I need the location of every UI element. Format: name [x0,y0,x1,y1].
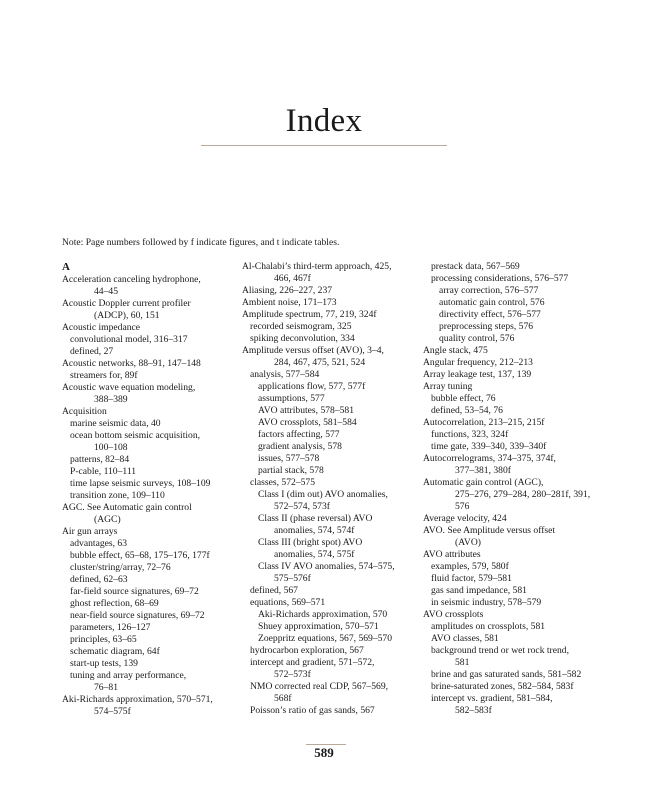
index-entry: bubble effect, 76 [431,393,496,404]
index-entry: gas sand impedance, 581 [431,585,527,596]
index-entry: Aki-Richards approximation, 570–571, [62,694,213,705]
index-entry: 388–389 [94,394,128,405]
index-entry: defined, 567 [250,585,298,596]
index-entry: Class III (bright spot) AVO [258,537,363,548]
index-entry: schematic diagram, 64f [70,646,160,657]
index-entry: Array leakage test, 137, 139 [423,369,532,380]
index-entry: Acquisition [62,406,107,417]
index-entry: analysis, 577–584 [250,369,320,380]
page-title: Index [285,103,363,139]
index-entry: quality control, 576 [439,333,515,344]
index-entry: principles, 63–65 [70,634,137,645]
index-entry: Aliasing, 226–227, 237 [242,285,333,296]
index-entry: Angular frequency, 212–213 [423,357,533,368]
index-entry: defined, 53–54, 76 [431,405,503,416]
index-entry: processing considerations, 576–577 [431,273,569,284]
index-entry: P-cable, 110–111 [70,466,137,477]
index-entry: ghost reflection, 68–69 [70,598,159,609]
index-entry: Acoustic impedance [62,322,141,333]
index-entry: AGC. See Automatic gain control [62,502,192,513]
index-entry: transition zone, 109–110 [70,490,165,501]
index-entry: NMO corrected real CDP, 567–569, [250,681,389,692]
index-entry: Class II (phase reversal) AVO [258,513,373,524]
index-entry: Acceleration canceling hydrophone, [62,274,201,285]
index-entry: gradient analysis, 578 [258,441,342,452]
index-entry: Angle stack, 475 [423,345,488,356]
index-entry: AVO crossplots [423,609,484,620]
index-entry: Ambient noise, 171–173 [242,297,337,308]
index-entry: convolutional model, 316–317 [70,334,188,345]
index-entry: background trend or wet rock trend, [431,645,569,656]
index-entry: brine-saturated zones, 582–584, 583f [431,681,574,692]
index-entry: 275–276, 279–284, 280–281f, 391, [455,489,591,500]
index-entry: Zoeppritz equations, 567, 569–570 [258,633,393,644]
index-entry: preprocessing steps, 576 [439,321,534,332]
index-entry: in seismic industry, 578–579 [431,597,542,608]
index-entry: AVO crossplots, 581–584 [258,417,357,428]
index-entry: 76–81 [94,682,118,693]
index-entry: intercept and gradient, 571–572, [250,657,375,668]
index-entry: Shuey approximation, 570–571 [258,621,379,632]
index-entry: Autocorrelation, 213–215, 215f [423,417,545,428]
index-entry: time lapse seismic surveys, 108–109 [70,478,211,489]
index-entry: Acoustic networks, 88–91, 147–148 [62,358,201,369]
index-entry: automatic gain control, 576 [439,297,545,308]
index-entry: Array tuning [423,381,473,392]
index-entry: tuning and array performance, [70,670,187,681]
page-number: 589 [314,745,334,760]
index-entry: anomalies, 574, 574f [274,525,355,536]
index-entry: (ADCP), 60, 151 [94,310,160,321]
index-entry: Aki-Richards approximation, 570 [258,609,388,620]
index-entry: ocean bottom seismic acquisition, [70,430,201,441]
index-entry: Amplitude versus offset (AVO), 3–4, [242,345,384,356]
index-entry: AVO attributes [423,549,481,560]
index-entry: 44–45 [94,286,118,297]
index-letter-heading: A [62,261,70,273]
index-entry: Class IV AVO anomalies, 574–575, [258,561,395,572]
index-entry: 572–574, 573f [274,501,330,512]
index-entry: AVO attributes, 578–581 [258,405,355,416]
index-entry: factors affecting, 577 [258,429,340,440]
index-entry: AVO. See Amplitude versus offset [423,525,556,536]
index-entry: streamers for, 89f [70,370,138,381]
index-entry: 284, 467, 475, 521, 524 [274,357,366,368]
index-entry: Automatic gain control (AGC), [423,477,544,488]
index-entry: Acoustic Doppler current profiler [62,298,191,309]
index-entry: defined, 27 [70,346,114,357]
index-entry: patterns, 82–84 [70,454,130,465]
index-entry: classes, 572–575 [250,477,316,488]
index-entry: Amplitude spectrum, 77, 219, 324f [242,309,377,320]
index-entry: amplitudes on crossplots, 581 [431,621,546,632]
index-entry: 466, 467f [274,273,311,284]
index-entry: Poisson’s ratio of gas sands, 567 [250,705,375,716]
index-entry: 581 [455,657,470,668]
index-entry: far-field source signatures, 69–72 [70,586,199,597]
index-note: Note: Page numbers followed by f indicate figures, and t indicate tables. [62,237,340,248]
index-entry: near-field source signatures, 69–72 [70,610,205,621]
index-entry: partial stack, 578 [258,465,324,476]
index-entry: directivity effect, 576–577 [439,309,541,320]
index-column-3 [423,261,595,717]
index-entry: Al-Chalabi’s third-term approach, 425, [242,261,392,272]
index-entry: 572–573f [274,669,311,680]
index-entry: issues, 577–578 [258,453,320,464]
index-entry: spiking deconvolution, 334 [250,333,355,344]
index-entry: marine seismic data, 40 [70,418,161,429]
index-entry: time gate, 339–340, 339–340f [431,441,547,452]
index-entry: cluster/string/array, 72–76 [70,562,171,573]
index-entry: 574–575f [94,706,131,717]
index-entry: Air gun arrays [62,526,118,537]
index-entry: 100–108 [94,442,128,453]
index-column-2 [242,261,420,717]
index-entry: 575–576f [274,573,311,584]
index-entry: 377–381, 380f [455,465,511,476]
index-entry: assumptions, 577 [258,393,325,404]
index-entry: functions, 323, 324f [431,429,509,440]
index-entry: advantages, 63 [70,538,128,549]
index-entry: array correction, 576–577 [439,285,539,296]
index-entry: parameters, 126–127 [70,622,151,633]
index-entry: 568f [274,693,292,704]
index-entry: Acoustic wave equation modeling, [62,382,196,393]
index-column-1 [62,261,232,718]
index-entry: equations, 569–571 [250,597,326,608]
index-entry: (AGC) [94,514,121,525]
title-rule [201,145,447,146]
index-entry: fluid factor, 579–581 [431,573,512,584]
index-entry: anomalies, 574, 575f [274,549,355,560]
index-entry: defined, 62–63 [70,574,128,585]
index-entry: recorded seismogram, 325 [250,321,352,332]
index-entry: brine and gas saturated sands, 581–582 [431,669,582,680]
index-entry: bubble effect, 65–68, 175–176, 177f [70,550,210,561]
index-entry: applications flow, 577, 577f [258,381,366,392]
index-entry: hydrocarbon exploration, 567 [250,645,364,656]
index-entry: 576 [455,501,470,512]
index-entry: 582–583f [455,705,492,716]
index-entry: (AVO) [455,537,481,548]
index-entry: start-up tests, 139 [70,658,138,669]
index-entry: intercept vs. gradient, 581–584, [431,693,553,704]
index-entry: Autocorrelograms, 374–375, 374f, [423,453,556,464]
index-entry: Average velocity, 424 [423,513,507,524]
index-entry: prestack data, 567–569 [431,261,520,272]
index-entry: AVO classes, 581 [431,633,499,644]
index-entry: examples, 579, 580f [431,561,509,572]
index-entry: Class I (dim out) AVO anomalies, [258,489,388,500]
